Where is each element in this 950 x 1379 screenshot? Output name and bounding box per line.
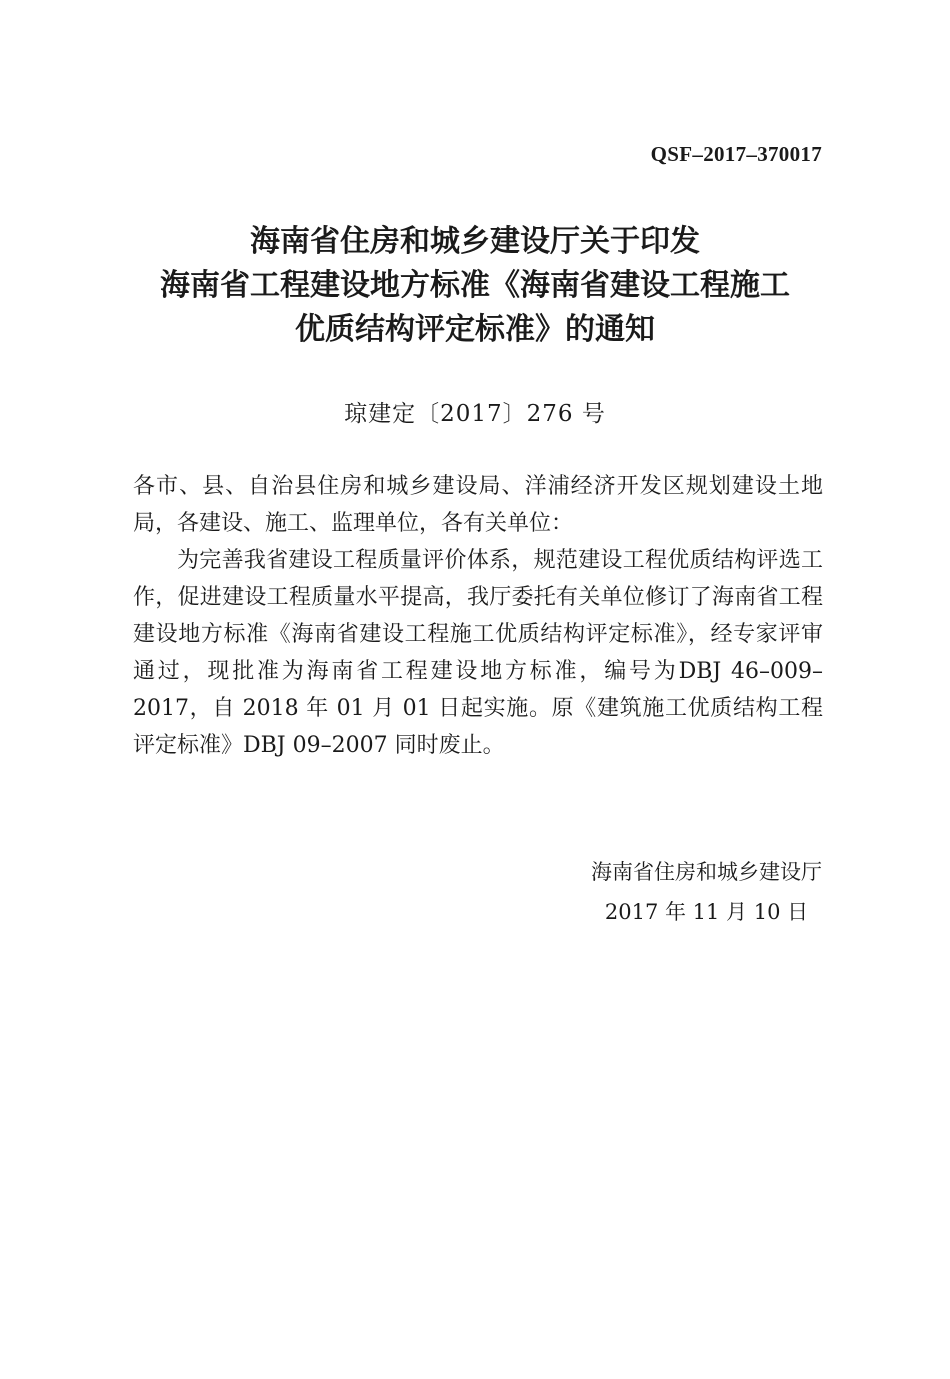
document-title [100, 220, 850, 352]
document-code: QSF–2017–370017 [650, 142, 822, 166]
document-body [133, 468, 823, 764]
issuer-name: 海南省住房和城乡建设厅 [591, 860, 822, 884]
title-line-2: 海南省工程建设地方标准《海南省建设工程施工 [160, 268, 790, 303]
title-line-3: 优质结构评定标准》的通知 [295, 312, 655, 347]
signature-block [591, 852, 822, 932]
issue-date: 2017 年 11 月 10 日 [604, 900, 809, 924]
addressee: 各市、县、自治县住房和城乡建设局、洋浦经济开发区规划建设土地局，各建设、施工、监理单位，各有关单位： [133, 474, 823, 536]
title-line-1: 海南省住房和城乡建设厅关于印发 [250, 224, 700, 259]
document-number: 琼建定〔2017〕276 号 [344, 401, 606, 427]
body-paragraph: 为完善我省建设工程质量评价体系，规范建设工程优质结构评选工作，促进建设工程质量水平提高，我厅委托有关单位修订了海南省工程建设地方标准《海南省建设工程施工优质结构评定标准》，经专家评审通过，现批准为海南省工程建设地方标准，编号为DBJ 46–009–2017，自 2018 年 01 月 01 日起实施。原《建筑施工优质结构工程评定标准》DBJ 09–2007 同时废止。 [133, 548, 823, 758]
